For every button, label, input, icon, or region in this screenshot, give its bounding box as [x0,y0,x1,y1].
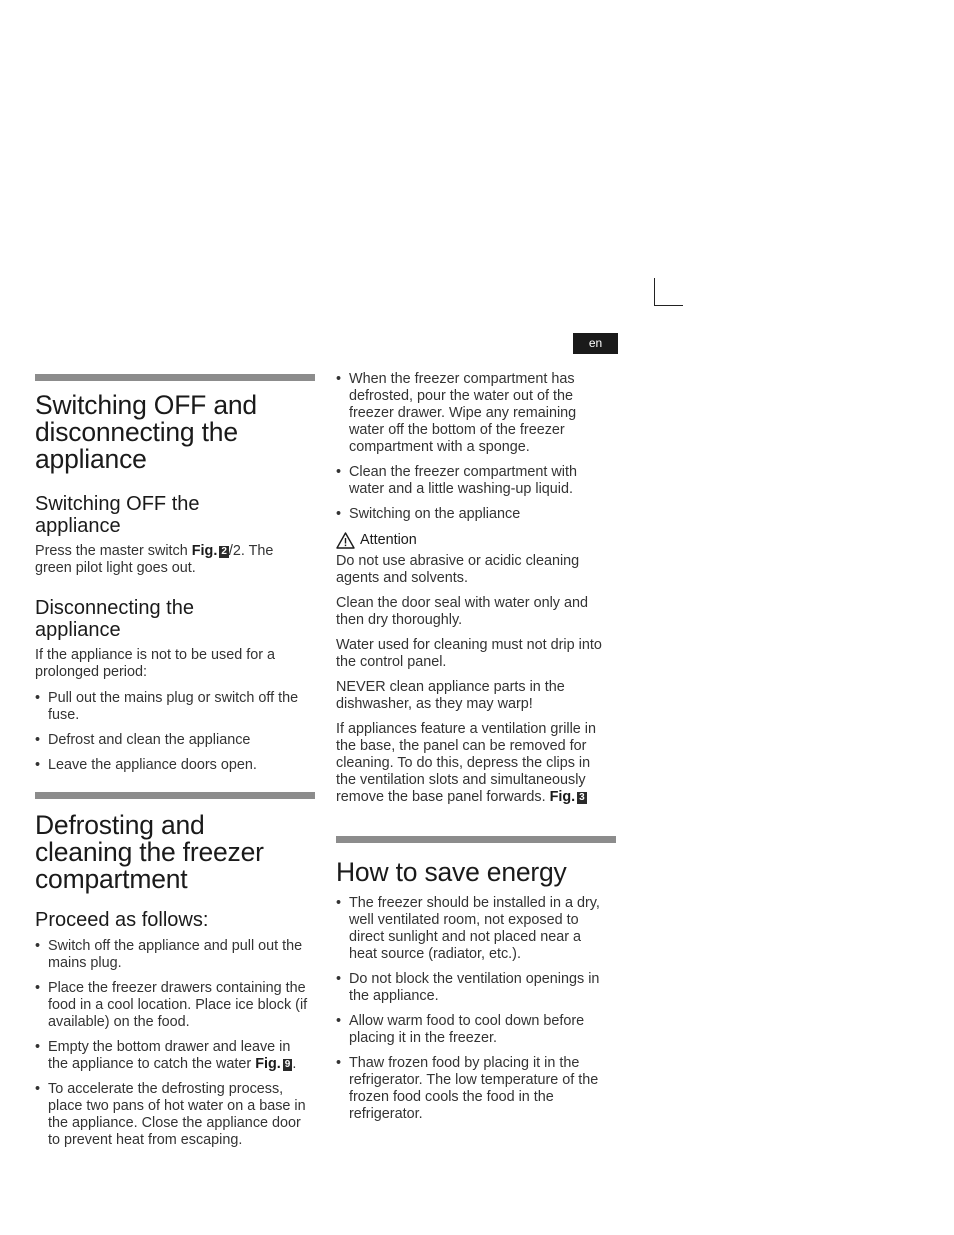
bullet-list [336,895,616,1123]
subsection-heading: Disconnecting the appliance [35,597,194,642]
paragraph: Water used for cleaning must not drip into the control panel. [336,637,602,670]
section-title: Defrosting and cleaning the freezer compartment [35,810,264,894]
list-item: • Defrost and clean the appliance [35,732,315,749]
list-item: • Empty the bottom drawer and leave in the appliance to catch the water Fig. 9 . [35,1039,298,1073]
list-item: • The freezer should be installed in a dry, well ventilated room, not exposed to direct sunlight and not placed near a heat source (radiator, etc.). [336,895,611,963]
figure-number: 2 [221,546,227,558]
paragraph: Press the master switch Fig. 2 /2. The green pilot light goes out. [35,543,274,577]
paragraph: Clean the door seal with water only and then dry thoroughly. [336,595,588,628]
bullet-list [336,371,608,523]
section-rule [35,792,315,799]
list-item: • Clean the freezer compartment with water and a little washing-up liquid. [336,464,611,498]
list-item: • When the freezer compartment has defrosted, pour the water out of the freezer drawer. Wipe any remaining water off the bottom of the freezer compartment with a sponge. [336,371,604,456]
section-switching-off [35,374,315,774]
section-rule [336,836,616,843]
attention-heading [336,532,618,549]
paragraph: NEVER clean appliance parts in the dishwasher, as they may warp! [336,679,565,712]
list-item: • Switch off the appliance and pull out the mains plug. [35,938,320,972]
list-item: • Allow warm food to cool down before placing it in the freezer. [336,1013,611,1047]
subsection-heading: Proceed as follows: [35,909,209,932]
list-item: • To accelerate the defrosting process, place two pans of hot water on a base in the appliance. Close the appliance door to prevent heat from escaping. [35,1081,310,1149]
section-save-energy [336,836,616,1123]
subsection-heading: Switching OFF the appliance [35,493,200,538]
paragraph: If the appliance is not to be used for a prolonged period: [35,647,276,681]
section-title: How to save energy [336,857,567,887]
list-item: • Do not block the ventilation openings in the appliance. [336,971,609,1005]
bullet-list [35,938,315,1149]
list-item: • Thaw frozen food by placing it in the refrigerator. The low temperature of the frozen food cools the food in the refrigerator. [336,1055,604,1123]
figure-ref: Fig. [191,543,218,560]
section-rule [35,374,315,381]
crop-mark [654,278,683,306]
section-title: Switching OFF and disconnecting the appliance [35,390,257,474]
list-item: • Leave the appliance doors open. [35,757,315,774]
paragraph: If appliances feature a ventilation grille in the base, the panel can be removed for cleaning. To do this, depress the clips in the ventilation slots and simultaneously remove the base panel forwards. Fig. 3 [336,721,596,805]
figure-ref: Fig. [255,1056,281,1073]
list-item: • Switching on the appliance [336,506,608,523]
paragraph: Do not use abrasive or acidic cleaning agents and solvents. [336,553,580,586]
figure-number: 3 [579,792,585,803]
list-item: • Place the freezer drawers containing the food in a cool location. Place ice block (if available) on the food. [35,980,320,1031]
section-defrosting [35,792,315,1149]
warning-triangle-icon [336,532,355,549]
attention-block [336,532,618,806]
bullet-list [35,690,315,774]
attention-label: Attention [360,532,417,548]
language-badge: en [573,333,618,354]
list-item: • Pull out the mains plug or switch off the fuse. [35,690,318,724]
figure-ref: Fig. [549,789,576,805]
figure-number: 9 [284,1059,291,1071]
